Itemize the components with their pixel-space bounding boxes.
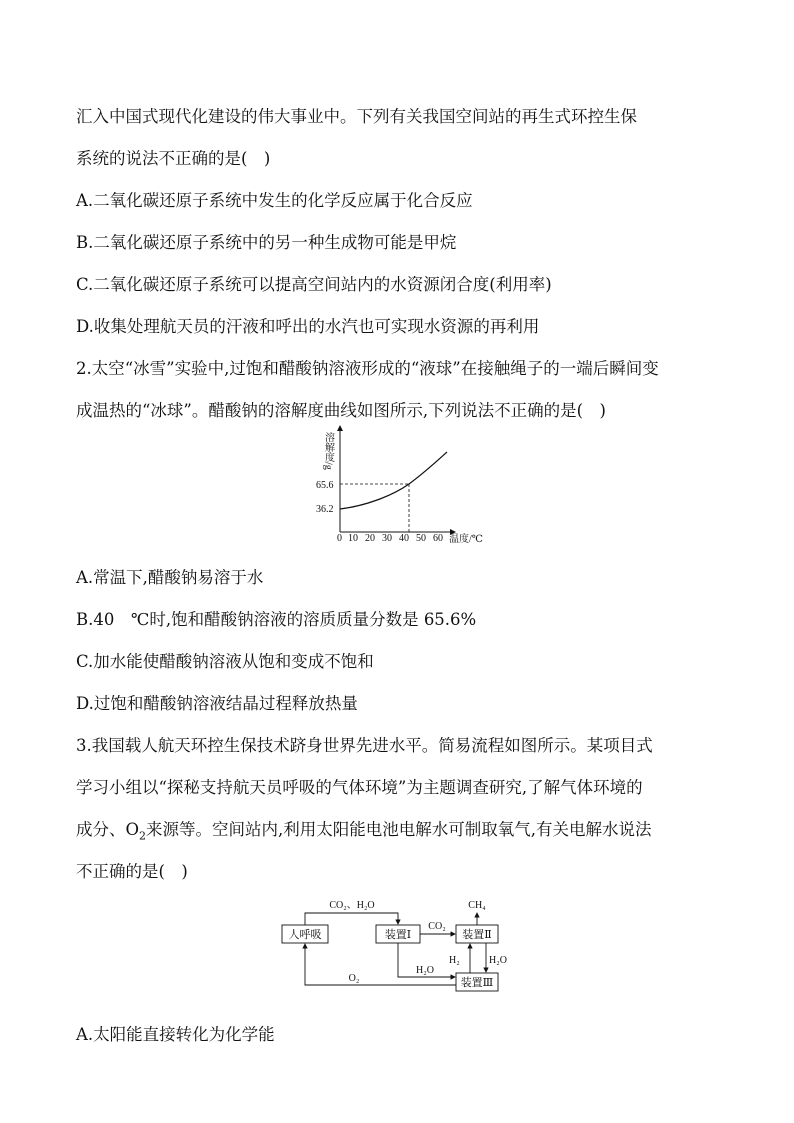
- q3-text-line-3-a: 成分、O: [76, 820, 140, 839]
- x-tick-10: 10: [348, 533, 358, 544]
- q1-option-d: D.收集处理航天员的汗液和呼出的水汽也可实现水资源的再利用: [76, 317, 540, 336]
- q3-text-line-4: 不正确的是( ): [76, 862, 188, 881]
- q2-text-line-2: 成温热的“冰球”。醋酸钠的溶解度曲线如图所示,下列说法不正确的是( ): [76, 401, 606, 420]
- q2-text-line-1: 2.太空“冰雪”实验中,过饱和醋酸钠溶液形成的“液球”在接触绳子的一端后瞬间变: [76, 359, 659, 378]
- q1-option-b: B.二氧化碳还原子系统中的另一种生成物可能是甲烷: [76, 233, 457, 252]
- q3-option-a: A.太阳能直接转化为化学能: [76, 1025, 275, 1044]
- q2-option-d: D.过饱和醋酸钠溶液结晶过程释放热量: [76, 694, 358, 713]
- q2-option-b: B.40 ℃时,饱和醋酸钠溶液的溶质质量分数是 65.6%: [76, 610, 477, 629]
- q1-option-a: A.二氧化碳还原子系统中发生的化学反应属于化合反应: [76, 191, 473, 210]
- q2-option-c: C.加水能使醋酸钠溶液从饱和变成不饱和: [76, 652, 374, 671]
- arrow-co2-h2o: [305, 913, 398, 925]
- q1-option-c: C.二氧化碳还原子系统可以提高空间站内的水资源闭合度(利用率): [76, 275, 552, 294]
- o2-subscript: 2: [139, 829, 147, 843]
- label-co2: CO₂: [428, 921, 446, 932]
- solubility-curve-figure: [300, 420, 500, 546]
- q1-text-line-1: 汇入中国式现代化建设的伟大事业中。下列有关我国空间站的再生式环控生保: [76, 107, 637, 126]
- y-axis-label: 溶解度/g: [322, 432, 334, 470]
- solubility-curve: [340, 452, 447, 509]
- label-human-breathing: 人呼吸: [288, 929, 322, 941]
- q3-text-line-2: 学习小组以“探秘支持航天员呼吸的气体环境”为主题调查研究,了解气体环境的: [76, 778, 643, 797]
- label-h2o-bottom: H₂O: [416, 965, 434, 976]
- x-tick-0: 0: [337, 533, 342, 544]
- y-tick-36-2: 36.2: [316, 504, 334, 515]
- y-tick-65-6: 65.6: [316, 480, 334, 491]
- label-ch4: CH₄: [468, 900, 486, 911]
- label-h2o-right: H₂O: [489, 955, 507, 966]
- label-device-2: 装置Ⅱ: [462, 929, 492, 941]
- x-tick-60: 60: [433, 533, 443, 544]
- q3-text-line-3: [76, 816, 652, 842]
- x-axis-label: 温度/℃: [449, 534, 483, 545]
- life-support-flow-diagram: [270, 893, 530, 993]
- label-co2-h2o: CO₂、H₂O: [329, 900, 375, 911]
- x-tick-20: 20: [365, 533, 375, 544]
- q1-text-line-2: 系统的说法不正确的是( ): [76, 149, 271, 168]
- label-device-1: 装置Ⅰ: [384, 929, 412, 941]
- label-h2: H₂: [449, 955, 460, 966]
- label-o2: O₂: [348, 973, 360, 984]
- q3-text-line-3-b: 来源等。空间站内,利用太阳能电池电解水可制取氧气,有关电解水说法: [146, 820, 652, 839]
- x-tick-labels: [337, 533, 443, 544]
- label-device-3: 装置Ⅲ: [460, 977, 494, 989]
- x-tick-50: 50: [416, 533, 426, 544]
- x-tick-40: 40: [399, 533, 409, 544]
- x-tick-30: 30: [382, 533, 392, 544]
- q3-text-line-1: 3.我国载人航天环控生保技术跻身世界先进水平。简易流程如图所示。某项目式: [76, 736, 653, 755]
- q2-option-a: A.常温下,醋酸钠易溶于水: [76, 568, 264, 587]
